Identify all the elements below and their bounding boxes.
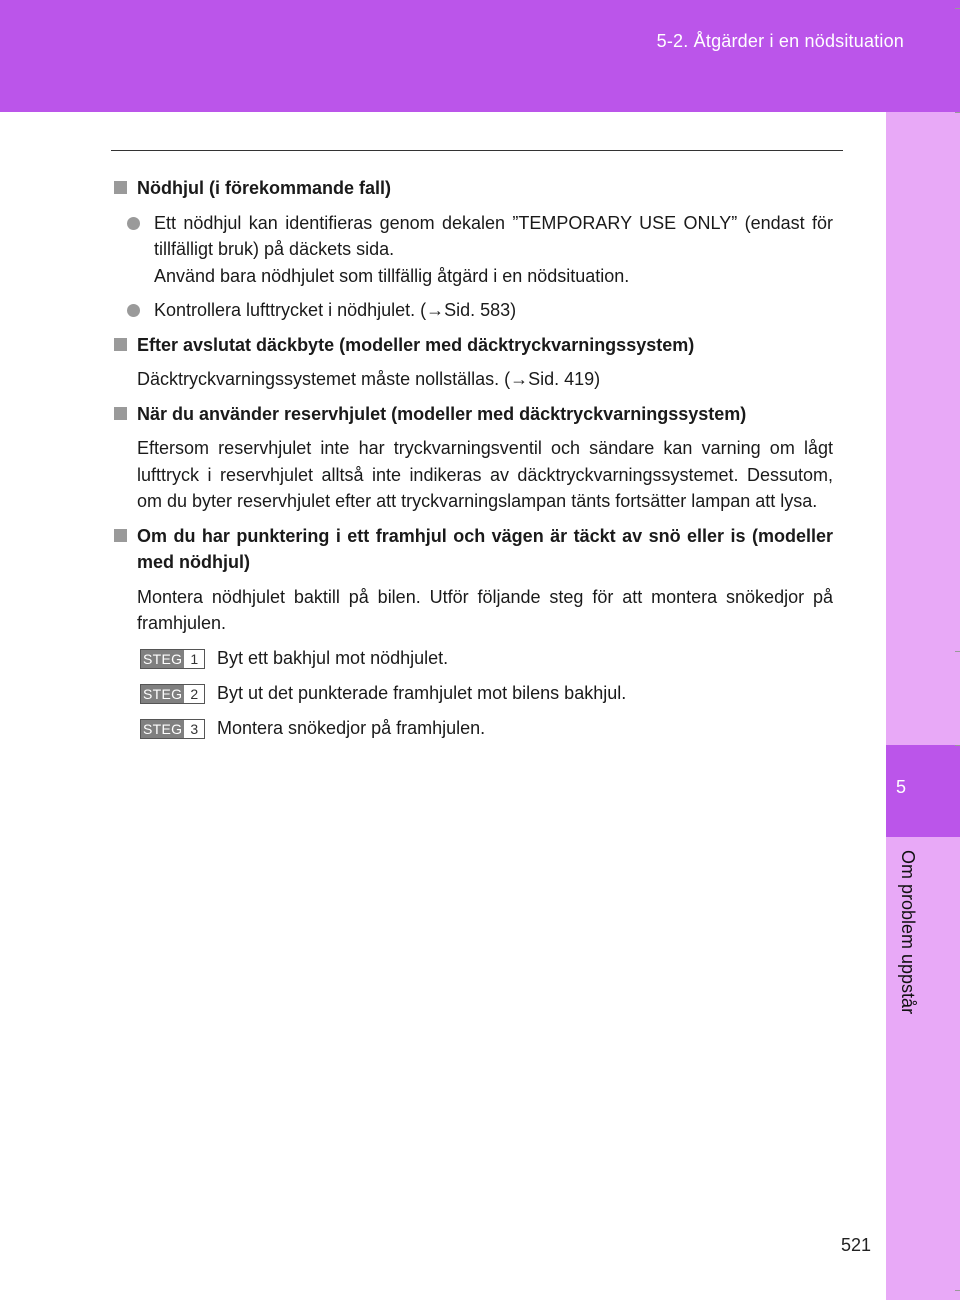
paragraph: Montera nödhjulet baktill på bilen. Utför följande steg för att montera snökedjor på framhjulen. bbox=[137, 586, 833, 633]
list-item-text: Använd bara nödhjulet som tillfällig åtgärd i en nödsituation. bbox=[154, 265, 630, 286]
step-item bbox=[137, 715, 833, 742]
circle-bullet-icon bbox=[127, 304, 140, 317]
section-title: 5-2. Åtgärder i en nödsituation bbox=[656, 31, 904, 51]
step-badge: STEG 1 bbox=[140, 649, 205, 669]
section-heading: När du använder reservhjulet (modeller med däcktryckvarningssystem) bbox=[113, 401, 833, 428]
step-text: Byt ett bakhjul mot nödhjulet. bbox=[217, 647, 449, 668]
crop-mark bbox=[955, 651, 960, 652]
square-bullet-icon bbox=[114, 529, 127, 542]
crop-mark bbox=[955, 112, 960, 113]
step-item bbox=[137, 645, 833, 672]
square-bullet-icon bbox=[114, 407, 127, 420]
list-item-text: Ett nödhjul kan identifieras genom dekalen ”TEMPORARY USE ONLY” (endast för tillfälligt bruk) på däckets sida. bbox=[154, 212, 833, 259]
circle-bullet-icon bbox=[127, 217, 140, 230]
chapter-number: 5 bbox=[895, 777, 906, 797]
square-bullet-icon bbox=[114, 338, 127, 351]
section-heading: Om du har punktering i ett framhjul och vägen är täckt av snö eller is (modeller med nödhjul) bbox=[113, 523, 833, 576]
list-item bbox=[113, 210, 833, 290]
list-item bbox=[113, 297, 833, 324]
list-item-text: Kontrollera lufttrycket i nödhjulet. (→Sid. 583) bbox=[154, 300, 517, 320]
page-header bbox=[0, 0, 960, 112]
paragraph: Däcktryckvarningssystemet måste nollställas. (→Sid. 419) bbox=[137, 369, 601, 389]
chapter-number-block bbox=[886, 745, 960, 837]
page-content bbox=[113, 175, 833, 750]
step-badge: STEG 2 bbox=[140, 684, 205, 704]
crop-mark bbox=[955, 1290, 960, 1291]
chapter-title: Om problem uppstår bbox=[898, 850, 918, 1015]
paragraph: Eftersom reservhjulet inte har tryckvarningsventil och sändare kan varning om lågt lufttryck i reservhjulet alltså inte indikeras av däcktryckvarningssystemet. Dessutom, om du byter reservhjulet efter att tryckvarningslampan tänts fortsätter lampan att lysa. bbox=[137, 438, 833, 511]
top-divider bbox=[111, 150, 843, 151]
step-badge: STEG 3 bbox=[140, 719, 205, 739]
section-heading: Efter avslutat däckbyte (modeller med däcktryckvarningssystem) bbox=[113, 332, 833, 359]
square-bullet-icon bbox=[114, 181, 127, 194]
step-text: Byt ut det punkterade framhjulet mot bilens bakhjul. bbox=[217, 682, 627, 703]
step-item bbox=[137, 680, 833, 707]
crop-mark bbox=[955, 745, 960, 746]
section-heading: Nödhjul (i förekommande fall) bbox=[113, 175, 833, 202]
step-text: Montera snökedjor på framhjulen. bbox=[217, 717, 486, 738]
page-number: 521 bbox=[841, 1235, 872, 1255]
crop-mark bbox=[955, 8, 960, 9]
chapter-side-tab bbox=[886, 112, 960, 1300]
